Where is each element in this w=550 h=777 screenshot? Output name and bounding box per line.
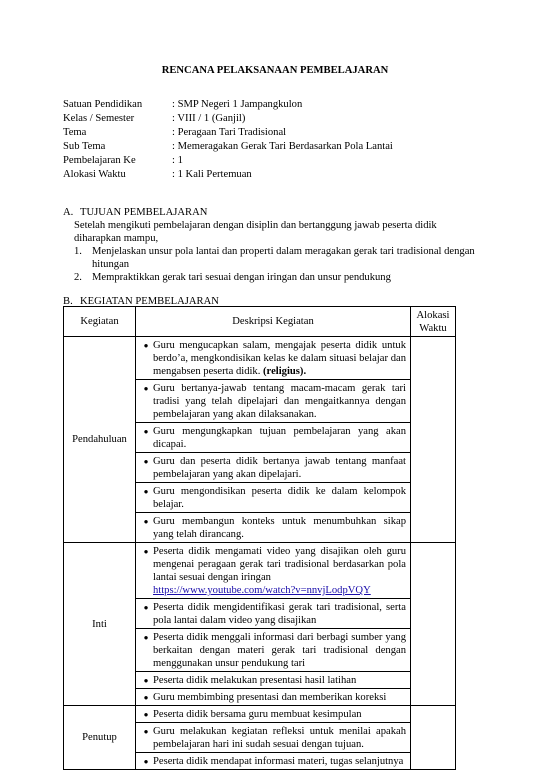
info-value: : 1 — [172, 155, 183, 166]
info-block — [63, 98, 393, 182]
bullet-icon: ● — [143, 693, 149, 702]
activity-item — [136, 337, 410, 379]
activity-text: Guru membimbing presentasi dan memberikan koreksi — [153, 692, 387, 703]
activity-text: Peserta didik melakukan presentasi hasil latihan — [153, 675, 357, 686]
list-number: 2. — [74, 272, 82, 283]
bullet-icon: ● — [143, 384, 149, 393]
video-link[interactable]: https://www.youtube.com/watch?v=nnvjLodpVQY — [153, 585, 371, 596]
list-text: Mempraktikkan gerak tari sesuai dengan iringan dan unsur pendukung — [92, 272, 391, 283]
list-item — [63, 245, 483, 271]
document-title: RENCANA PELAKSANAAN PEMBELAJARAN — [161, 65, 389, 76]
activity-text: Guru bertanya-jawab tentang macam-macam gerak tari tradisi yang telah dipelajari dan mengaitkannya dengan pembelajaran yang akan dilaksanakan. — [153, 383, 406, 420]
info-key: Alokasi Waktu — [63, 169, 126, 180]
bullet-icon: ● — [143, 547, 149, 556]
activity-item — [136, 482, 410, 512]
time-allocation-cell — [411, 337, 456, 543]
phase-label: Inti — [64, 543, 136, 706]
activity-text: Peserta didik mendapat informasi materi, tugas selanjutnya — [153, 756, 404, 767]
activity-item — [136, 422, 410, 452]
activity-text: Peserta didik mengamati video yang disajikan oleh guru mengenai peragaan gerak tari tradisional berdasarkan pola lantai sesuai dengan iringan — [153, 546, 406, 583]
activity-text: Peserta didik mengidentifikasi gerak tari tradisional, serta pola lantai dalam video yang disajikan — [153, 602, 406, 626]
activity-item — [136, 688, 410, 705]
info-value: : VIII / 1 (Ganjil) — [172, 113, 246, 124]
info-value: : 1 Kali Pertemuan — [172, 169, 252, 180]
col-header-kegiatan: Kegiatan — [64, 307, 136, 337]
activity-text: Guru dan peserta didik bertanya jawab tentang manfaat pembelajaran yang akan dipelajari. — [153, 456, 406, 480]
col-header-alokasi: Alokasi Waktu — [411, 307, 456, 337]
bullet-icon: ● — [143, 427, 149, 436]
section-letter: A. — [63, 207, 74, 218]
table-row — [64, 706, 456, 770]
list-text: Menjelaskan unsur pola lantai dan properti dalam meragakan gerak tari tradisional dengan hitungan — [92, 246, 475, 270]
list-item — [63, 271, 483, 284]
activity-item — [136, 671, 410, 688]
info-row — [63, 112, 393, 126]
activity-item — [136, 722, 410, 752]
bullet-icon: ● — [143, 710, 149, 719]
phase-label: Pendahuluan — [64, 337, 136, 543]
bullet-icon: ● — [143, 676, 149, 685]
bullet-icon: ● — [143, 757, 149, 766]
info-row — [63, 126, 393, 140]
activity-item — [136, 512, 410, 542]
section-heading: KEGIATAN PEMBELAJARAN — [80, 296, 219, 307]
info-row — [63, 154, 393, 168]
section-letter: B. — [63, 296, 73, 307]
phase-label: Penutup — [64, 706, 136, 770]
info-key: Pembelajaran Ke — [63, 155, 136, 166]
activity-text: Guru mengucapkan salam, mengajak peserta didik untuk berdo’a, mengkondisikan kelas ke dalam situasi belajar dan mengabsen peserta didik. — [153, 340, 406, 377]
bullet-icon: ● — [143, 457, 149, 466]
activity-text: Guru mengungkapkan tujuan pembelajaran yang akan dicapai. — [153, 426, 406, 450]
table-row — [64, 337, 456, 543]
table-row — [64, 543, 456, 706]
info-key: Tema — [63, 127, 87, 138]
bullet-icon: ● — [143, 603, 149, 612]
activity-text: Peserta didik menggali informasi dari berbagi sumber yang berkaitan dengan materi gerak tari tradisional dengan menggunakan unsur pendukung tari — [153, 632, 406, 669]
bullet-icon: ● — [143, 487, 149, 496]
info-value: : SMP Negeri 1 Jampangkulon — [172, 99, 303, 110]
phase-description — [136, 337, 411, 543]
info-value: : Memeragakan Gerak Tari Berdasarkan Pola Lantai — [172, 141, 393, 152]
activity-item — [136, 752, 410, 769]
activity-text: Peserta didik bersama guru membuat kesimpulan — [153, 709, 362, 720]
activity-text: Guru mengondisikan peserta didik ke dalam kelompok belajar. — [153, 486, 406, 510]
activity-item — [136, 452, 410, 482]
bullet-icon: ● — [143, 517, 149, 526]
activity-item — [136, 628, 410, 671]
section-heading: TUJUAN PEMBELAJARAN — [80, 207, 208, 218]
activity-text: Guru melakukan kegiatan refleksi untuk menilai apakah pembelajaran hari ini sudah sesuai dengan tujuan. — [153, 726, 406, 750]
phase-description — [136, 543, 411, 706]
section-tujuan — [63, 206, 483, 284]
list-number: 1. — [74, 246, 82, 257]
info-row — [63, 98, 393, 112]
activity-emphasis: (religius). — [263, 366, 307, 377]
bullet-icon: ● — [143, 633, 149, 642]
info-row — [63, 140, 393, 154]
activity-item — [136, 543, 410, 598]
activity-item — [136, 379, 410, 422]
activity-item — [136, 706, 410, 722]
objectives-list — [63, 245, 483, 284]
bullet-icon: ● — [143, 341, 149, 350]
section-intro: Setelah mengikuti pembelajaran dengan disiplin dan bertanggung jawab peserta didik diharapkan mampu, — [74, 220, 437, 244]
info-value: : Peragaan Tari Tradisional — [172, 127, 287, 138]
activity-text: Guru membangun konteks untuk menumbuhkan sikap yang telah dirancang. — [153, 516, 406, 540]
time-allocation-cell — [411, 706, 456, 770]
phase-description — [136, 706, 411, 770]
time-allocation-cell — [411, 543, 456, 706]
col-header-deskripsi: Deskripsi Kegiatan — [136, 307, 411, 337]
activity-item — [136, 598, 410, 628]
info-key: Sub Tema — [63, 141, 106, 152]
activity-table — [63, 306, 456, 770]
info-key: Satuan Pendidikan — [63, 99, 143, 110]
info-key: Kelas / Semester — [63, 113, 135, 124]
table-header-row — [64, 307, 456, 337]
bullet-icon: ● — [143, 727, 149, 736]
info-row — [63, 168, 393, 182]
